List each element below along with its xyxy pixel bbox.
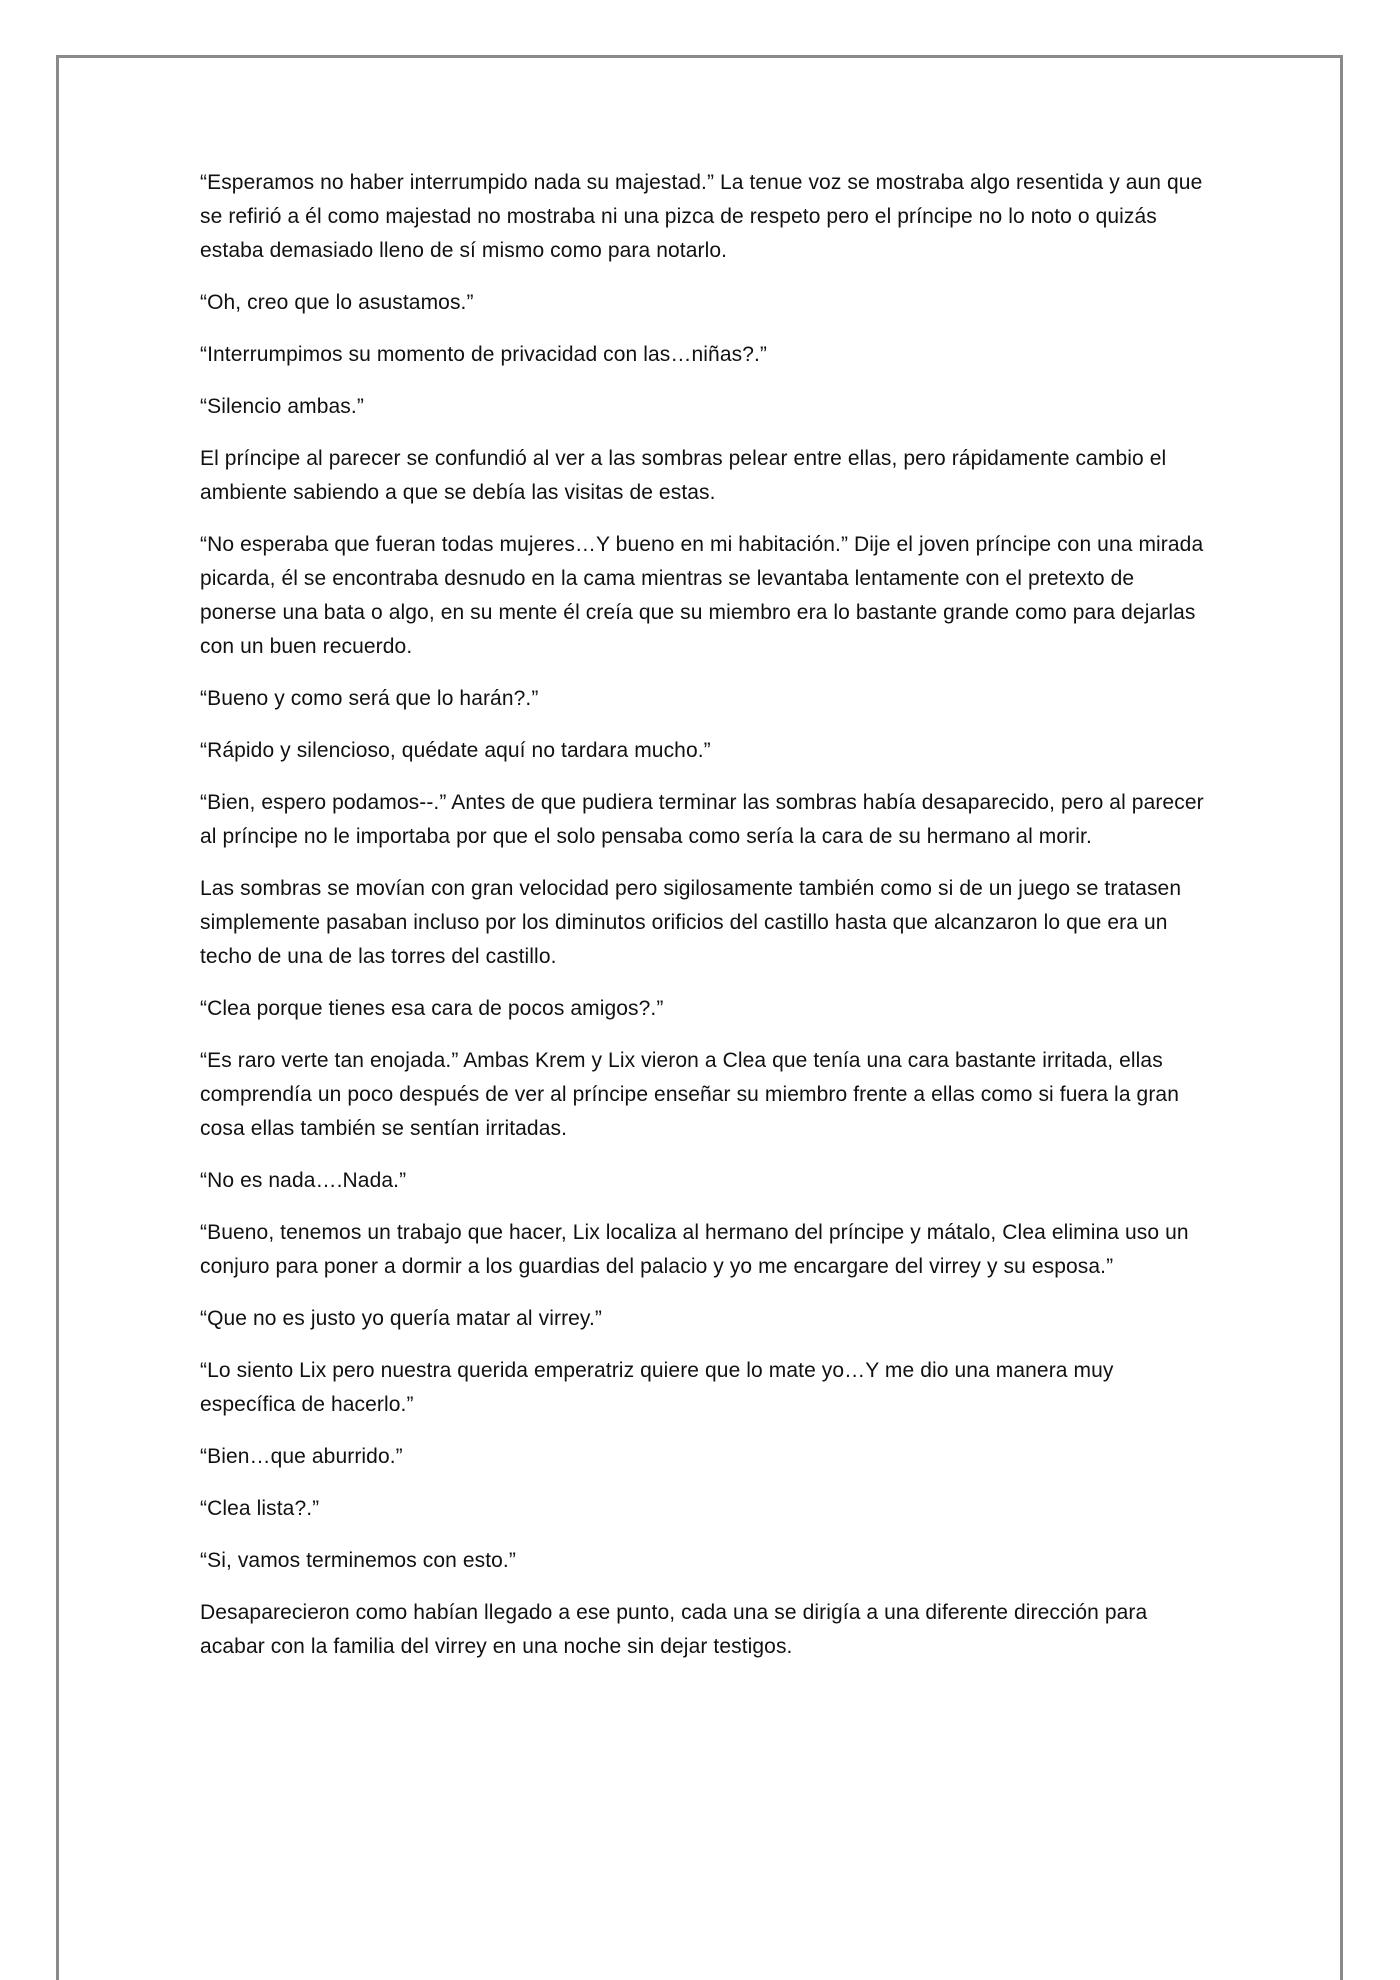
paragraph: “Esperamos no haber interrumpido nada su majestad.” La tenue voz se mostraba algo resentida y aun que se refirió a él como majestad no mostraba ni una pizca de respeto pero el príncipe no lo noto o quizás estaba demasiado lleno de sí mismo como para notarlo. (200, 171, 1203, 262)
document-body (200, 166, 1210, 1682)
paragraph: “Oh, creo que lo asustamos.” (200, 291, 474, 314)
paragraph: “Bien…que aburrido.” (200, 1445, 403, 1468)
paragraph: “No es nada….Nada.” (200, 1169, 407, 1192)
paragraph: “Es raro verte tan enojada.” Ambas Krem y Lix vieron a Clea que tenía una cara bastante irritada, ellas comprendía un poco después de ver al príncipe enseñar su miembro frente a ellas como si fuera la gran cosa ellas también se sentían irritadas. (200, 1049, 1179, 1140)
paragraph: El príncipe al parecer se confundió al ver a las sombras pelear entre ellas, pero rápidamente cambio el ambiente sabiendo a que se debía las visitas de estas. (200, 447, 1167, 504)
paragraph: Las sombras se movían con gran velocidad pero sigilosamente también como si de un juego se tratasen simplemente pasaban incluso por los diminutos orificios del castillo hasta que alcanzaron lo que era un techo de una de las torres del castillo. (200, 877, 1182, 968)
paragraph: “Bien, espero podamos--.” Antes de que pudiera terminar las sombras había desaparecido, pero al parecer al príncipe no le importaba por que el solo pensaba como sería la cara de su hermano al morir. (200, 791, 1204, 848)
paragraph: “Si, vamos terminemos con esto.” (200, 1549, 516, 1572)
paragraph: “Bueno y como será que lo harán?.” (200, 687, 539, 710)
paragraph: “Que no es justo yo quería matar al virrey.” (200, 1307, 603, 1330)
paragraph: Desaparecieron como habían llegado a ese punto, cada una se dirigía a una diferente dirección para acabar con la familia del virrey en una noche sin dejar testigos. (200, 1601, 1148, 1658)
paragraph: “Bueno, tenemos un trabajo que hacer, Lix localiza al hermano del príncipe y mátalo, Clea elimina uso un conjuro para poner a dormir a los guardias del palacio y yo me encargare del virrey y su esposa.” (200, 1221, 1189, 1278)
paragraph: “Clea porque tienes esa cara de pocos amigos?.” (200, 997, 664, 1020)
paragraph: “Silencio ambas.” (200, 395, 364, 418)
paragraph: “No esperaba que fueran todas mujeres…Y bueno en mi habitación.” Dije el joven príncipe con una mirada picarda, él se encontraba desnudo en la cama mientras se levantaba lentamente con el pretexto de ponerse una bata o algo, en su mente él creía que su miembro era lo bastante grande como para dejarlas con un buen recuerdo. (200, 533, 1204, 658)
paragraph: “Clea lista?.” (200, 1497, 320, 1520)
paragraph: “Interrumpimos su momento de privacidad con las…niñas?.” (200, 343, 768, 366)
paragraph: “Rápido y silencioso, quédate aquí no tardara mucho.” (200, 739, 711, 762)
paragraph: “Lo siento Lix pero nuestra querida emperatriz quiere que lo mate yo…Y me dio una manera muy específica de hacerlo.” (200, 1359, 1114, 1416)
